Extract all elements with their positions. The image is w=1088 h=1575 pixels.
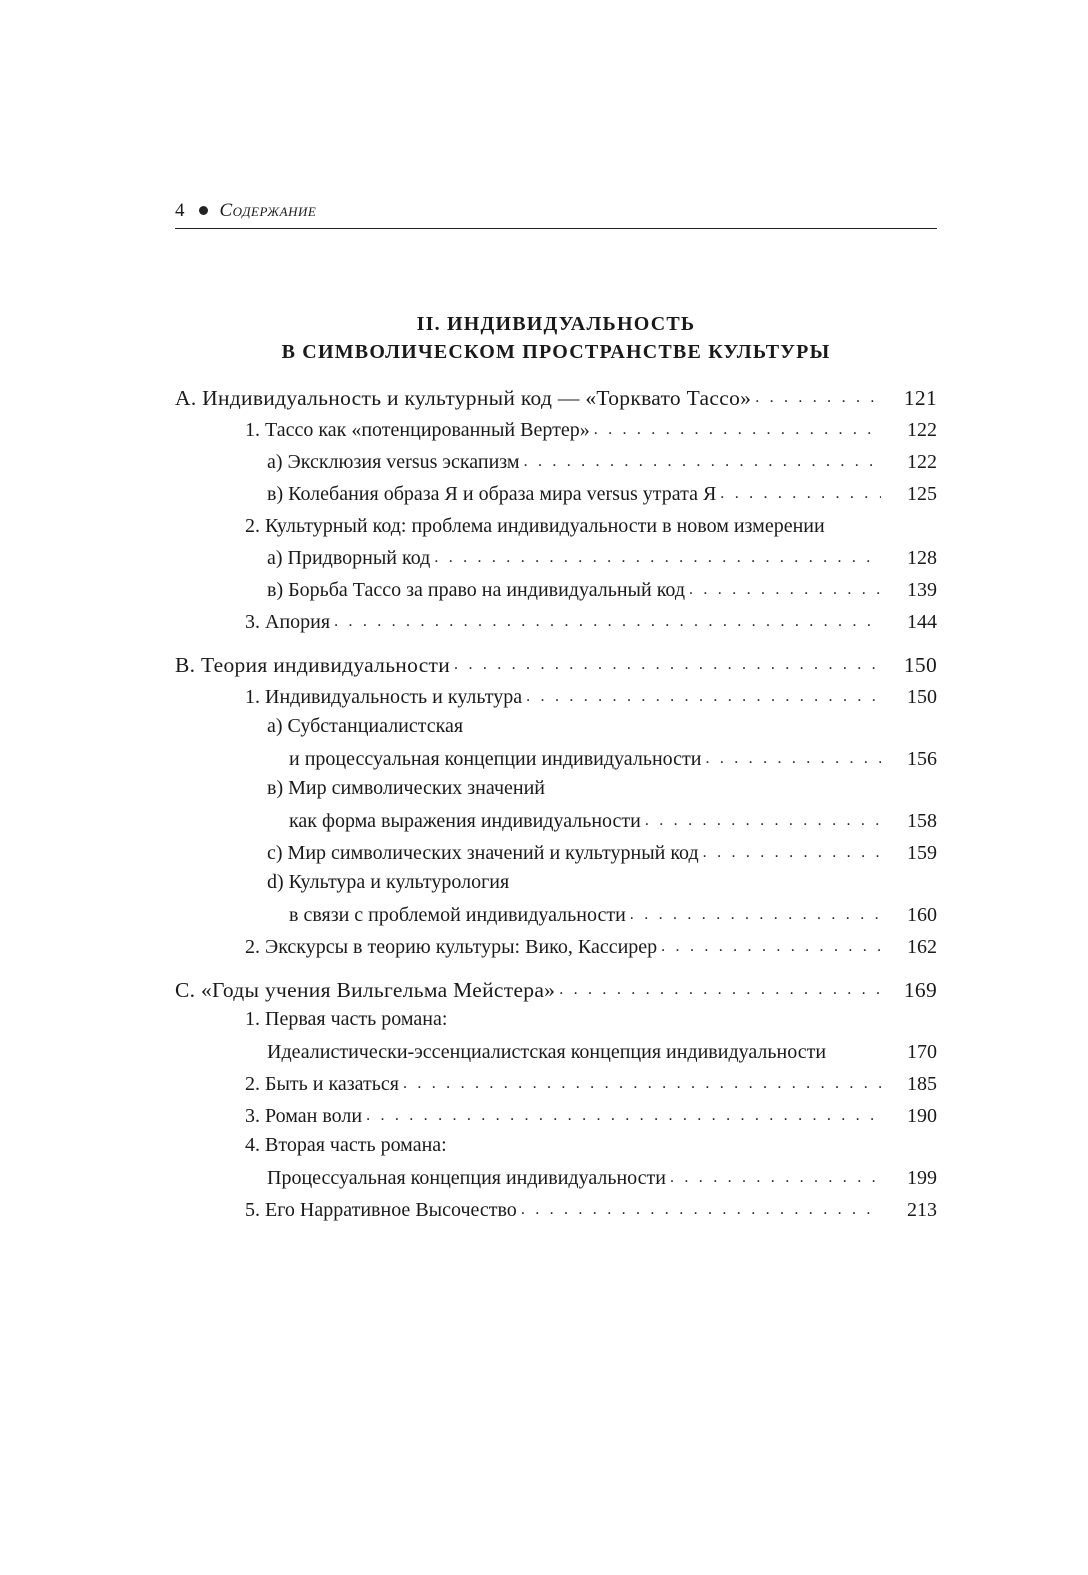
toc-entry-page: 162 [907, 936, 937, 958]
toc-entry-title-continued: в связи с проблемой индивидуальности [289, 904, 626, 926]
toc-entry[interactable] [175, 478, 937, 510]
toc-entry-title: 2. Экскурсы в теорию культуры: Вико, Кассирер [245, 936, 658, 958]
toc-section-b [175, 649, 937, 963]
part-title-line-1: II. ИНДИВИДУАЛЬНОСТЬ [416, 313, 696, 335]
toc-entry-title: 3. Роман воли [245, 1105, 363, 1127]
toc-entry-title: В. Теория индивидуальности [175, 653, 451, 677]
header-title: Содержание [219, 200, 317, 221]
toc-entry[interactable] [175, 649, 937, 681]
leader-dots [366, 1100, 881, 1132]
toc-entry[interactable] [175, 1100, 937, 1132]
toc-entry-page: 159 [907, 842, 937, 864]
leader-dots [521, 1194, 881, 1226]
toc-entry[interactable] [175, 446, 937, 478]
toc-entry[interactable] [175, 1036, 937, 1068]
toc-entry-title: 2. Культурный код: проблема индивидуальности в новом измерении [245, 515, 825, 537]
toc-entry-title: А. Индивидуальность и культурный код — «Торквато Тассо» [175, 386, 752, 410]
toc-entry[interactable] [175, 542, 937, 574]
toc-entry-page: 170 [907, 1041, 937, 1063]
toc-entry-page: 125 [907, 483, 937, 505]
toc-entry[interactable] [175, 805, 937, 837]
toc-entry[interactable] [175, 414, 937, 446]
toc-entry-title: в) Колебания образа Я и образа мира versus утрата Я [267, 483, 717, 505]
toc-entry-title: а) Субстанциалистская [267, 715, 464, 737]
toc-entry-title: в) Борьба Тассо за право на индивидуальный код [267, 579, 685, 601]
leader-dots [526, 681, 881, 713]
toc-entry-title: С. «Годы учения Вильгельма Мейстера» [175, 978, 556, 1002]
toc-entry[interactable] [175, 574, 937, 606]
leader-dots [703, 837, 881, 869]
leader-dots [559, 974, 881, 1006]
toc-entry[interactable] [175, 510, 937, 542]
toc-entry-page: 150 [907, 686, 937, 708]
toc-entry-title: 1. Тассо как «потенцированный Вертер» [245, 419, 590, 441]
toc-entry-title: 1. Первая часть романа: [245, 1008, 448, 1030]
toc-entry-page: 190 [907, 1105, 937, 1127]
toc-entry[interactable] [175, 931, 937, 963]
toc-entry-page: 199 [907, 1167, 937, 1189]
leader-dots [661, 931, 881, 963]
running-head [175, 198, 937, 229]
toc-entry-title: 3. Апория [245, 611, 331, 633]
toc-entry-title-continued: Процессуальная концепция индивидуальности [267, 1167, 666, 1189]
toc-entry-title: 2. Быть и казаться [245, 1073, 399, 1095]
toc-entry-page: 185 [907, 1073, 937, 1095]
toc-entry[interactable] [175, 743, 937, 775]
table-of-contents [175, 382, 937, 1237]
toc-entry-page: 150 [903, 653, 937, 677]
toc-entry-title: 1. Индивидуальность и культура [245, 686, 523, 708]
leader-dots [755, 382, 881, 414]
leader-dots [645, 805, 881, 837]
leader-dots [689, 574, 881, 606]
toc-entry-title: а) Эксклюзия versus эскапизм [267, 451, 520, 473]
toc-entry-page: 156 [907, 748, 937, 770]
toc-entry-title: с) Мир символических значений и культурный код [267, 842, 699, 864]
toc-entry-title: в) Мир символических значений [267, 777, 546, 799]
toc-entry-title: 5. Его Нарративное Высочество [245, 1199, 517, 1221]
toc-entry[interactable] [175, 1006, 937, 1032]
leader-dots [720, 478, 881, 510]
leader-dots [594, 414, 881, 446]
toc-entry-title: 4. Вторая часть романа: [245, 1134, 447, 1156]
toc-entry-page: 144 [907, 611, 937, 633]
toc-entry[interactable] [175, 837, 937, 869]
part-title-line-2: В СИМВОЛИЧЕСКОМ ПРОСТРАНСТВЕ КУЛЬТУРЫ [281, 341, 831, 363]
toc-entry[interactable] [175, 869, 937, 895]
toc-entry-page: 169 [903, 978, 937, 1002]
leader-dots [705, 743, 881, 775]
toc-entry-page: 160 [907, 904, 937, 926]
toc-entry[interactable] [175, 606, 937, 638]
leader-dots [524, 446, 881, 478]
toc-entry-page: 121 [903, 386, 937, 410]
toc-entry-page: 213 [907, 1199, 937, 1221]
toc-section-a [175, 382, 937, 638]
bullet-icon [199, 206, 208, 215]
toc-entry-title-continued: Идеалистически-эссенциалистская концепция индивидуальности [267, 1041, 827, 1063]
toc-entry[interactable] [175, 899, 937, 931]
leader-dots [454, 649, 881, 681]
leader-dots [334, 606, 881, 638]
leader-dots [403, 1068, 881, 1100]
toc-entry-title-continued: и процессуальная концепции индивидуальности [289, 748, 702, 770]
toc-entry-page: 158 [907, 810, 937, 832]
toc-entry[interactable] [175, 681, 937, 713]
leader-dots [434, 542, 881, 574]
toc-entry-page: 139 [907, 579, 937, 601]
toc-entry-title: а) Придворный код [267, 547, 431, 569]
toc-entry-page: 128 [907, 547, 937, 569]
toc-entry-title-continued: как форма выражения индивидуальности [289, 810, 641, 832]
toc-entry[interactable] [175, 775, 937, 801]
header-page-number: 4 [175, 200, 185, 221]
part-title [175, 310, 937, 366]
toc-entry-page: 122 [907, 419, 937, 441]
leader-dots [630, 899, 881, 931]
toc-entry[interactable] [175, 1132, 937, 1158]
leader-dots [670, 1162, 881, 1194]
toc-entry[interactable] [175, 1162, 937, 1194]
toc-entry[interactable] [175, 713, 937, 739]
toc-entry-title: d) Культура и культурология [267, 871, 510, 893]
toc-entry-page: 122 [907, 451, 937, 473]
toc-entry[interactable] [175, 382, 937, 414]
toc-entry[interactable] [175, 974, 937, 1006]
toc-entry[interactable] [175, 1194, 937, 1226]
toc-section-c [175, 974, 937, 1226]
toc-entry[interactable] [175, 1068, 937, 1100]
